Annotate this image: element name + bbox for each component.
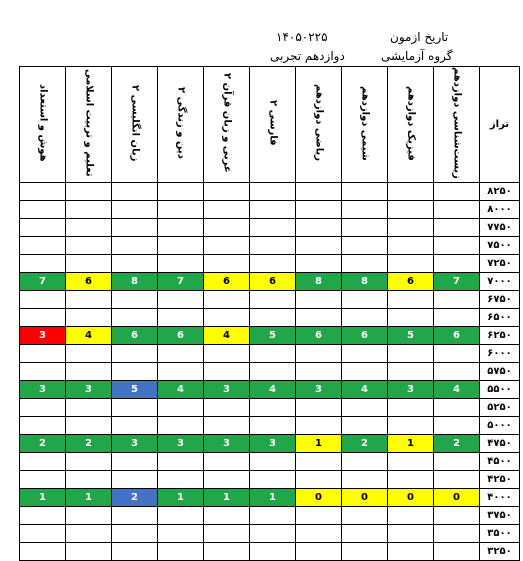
score-cell: 1 — [296, 434, 342, 452]
level-cell: ۵۵۰۰ — [480, 380, 520, 398]
empty-cell — [20, 236, 66, 254]
empty-cell — [204, 470, 250, 488]
empty-cell — [250, 200, 296, 218]
subject-label: هوش و استعداد — [37, 84, 49, 162]
score-cell: 4 — [342, 380, 388, 398]
subject-header — [204, 67, 250, 183]
level-cell: ۶۰۰۰ — [480, 344, 520, 362]
empty-cell — [296, 218, 342, 236]
score-cell: 3 — [66, 380, 112, 398]
score-cell: 8 — [296, 272, 342, 290]
empty-cell — [204, 398, 250, 416]
empty-cell — [204, 362, 250, 380]
score-cell: 6 — [434, 326, 480, 344]
subject-header — [434, 67, 480, 183]
empty-cell — [250, 236, 296, 254]
table-row — [20, 326, 520, 344]
empty-cell — [434, 218, 480, 236]
level-cell: ۳۲۵۰ — [480, 542, 520, 560]
level-cell: ۵۷۵۰ — [480, 362, 520, 380]
score-cell: 1 — [20, 488, 66, 506]
empty-cell — [66, 236, 112, 254]
table-row — [20, 398, 520, 416]
empty-cell — [204, 452, 250, 470]
score-cell: 8 — [112, 272, 158, 290]
score-cell: 4 — [204, 326, 250, 344]
empty-cell — [342, 506, 388, 524]
score-cell: 3 — [158, 434, 204, 452]
empty-cell — [112, 254, 158, 272]
level-cell: ۷۰۰۰ — [480, 272, 520, 290]
level-cell: ۸۰۰۰ — [480, 200, 520, 218]
empty-cell — [250, 470, 296, 488]
score-cell: 6 — [296, 326, 342, 344]
score-cell: 6 — [204, 272, 250, 290]
empty-cell — [20, 218, 66, 236]
empty-cell — [66, 416, 112, 434]
score-cell: 0 — [342, 488, 388, 506]
score-cell: 2 — [66, 434, 112, 452]
empty-cell — [20, 452, 66, 470]
table-row — [20, 200, 520, 218]
empty-cell — [158, 236, 204, 254]
score-cell: 1 — [66, 488, 112, 506]
score-level-table — [19, 66, 520, 561]
empty-cell — [250, 182, 296, 200]
level-cell: ۶۵۰۰ — [480, 308, 520, 326]
empty-cell — [204, 506, 250, 524]
empty-cell — [388, 182, 434, 200]
score-cell: 0 — [434, 488, 480, 506]
table-row — [20, 182, 520, 200]
score-cell: 5 — [250, 326, 296, 344]
empty-cell — [66, 254, 112, 272]
empty-cell — [158, 218, 204, 236]
level-cell: ۴۰۰۰ — [480, 488, 520, 506]
empty-cell — [434, 452, 480, 470]
score-cell: 6 — [158, 326, 204, 344]
subject-label: ریاضی دوازدهم — [313, 84, 325, 162]
empty-cell — [388, 524, 434, 542]
empty-cell — [20, 362, 66, 380]
empty-cell — [158, 344, 204, 362]
empty-cell — [66, 200, 112, 218]
empty-cell — [250, 308, 296, 326]
score-cell: 7 — [434, 272, 480, 290]
empty-cell — [158, 416, 204, 434]
subject-label: عربی و زبان قرآن ۲ — [221, 73, 233, 173]
subject-header — [20, 67, 66, 183]
empty-cell — [388, 290, 434, 308]
empty-cell — [296, 236, 342, 254]
empty-cell — [250, 218, 296, 236]
empty-cell — [388, 200, 434, 218]
table-row — [20, 470, 520, 488]
empty-cell — [434, 290, 480, 308]
test-group-value: دوازدهم تجربی — [270, 49, 345, 63]
table-row — [20, 272, 520, 290]
level-cell: ۵۲۵۰ — [480, 398, 520, 416]
level-rows — [20, 182, 520, 560]
empty-cell — [342, 398, 388, 416]
table-row — [20, 362, 520, 380]
empty-cell — [158, 182, 204, 200]
empty-cell — [250, 452, 296, 470]
empty-cell — [158, 398, 204, 416]
subject-header — [388, 67, 434, 183]
empty-cell — [112, 416, 158, 434]
level-header-label: تراز — [489, 118, 510, 130]
exam-date-label: تاریخ ازمون — [390, 30, 449, 44]
empty-cell — [250, 398, 296, 416]
empty-cell — [66, 308, 112, 326]
subject-label: فارسی ۲ — [267, 100, 279, 146]
score-cell: 1 — [204, 488, 250, 506]
score-cell: 2 — [20, 434, 66, 452]
empty-cell — [388, 470, 434, 488]
empty-cell — [434, 236, 480, 254]
empty-cell — [20, 308, 66, 326]
score-cell: 1 — [250, 488, 296, 506]
empty-cell — [112, 398, 158, 416]
empty-cell — [66, 524, 112, 542]
score-cell: 6 — [342, 326, 388, 344]
empty-cell — [204, 416, 250, 434]
empty-cell — [434, 470, 480, 488]
empty-cell — [342, 200, 388, 218]
empty-cell — [112, 362, 158, 380]
subject-header — [66, 67, 112, 183]
subject-header — [112, 67, 158, 183]
empty-cell — [434, 182, 480, 200]
level-cell: ۴۲۵۰ — [480, 470, 520, 488]
empty-cell — [204, 290, 250, 308]
empty-cell — [112, 182, 158, 200]
level-cell: ۶۲۵۰ — [480, 326, 520, 344]
empty-cell — [112, 218, 158, 236]
empty-cell — [20, 506, 66, 524]
table-row — [20, 434, 520, 452]
level-cell: ۷۵۰۰ — [480, 236, 520, 254]
empty-cell — [112, 452, 158, 470]
score-cell: 5 — [388, 326, 434, 344]
level-cell: ۴۵۰۰ — [480, 452, 520, 470]
empty-cell — [158, 524, 204, 542]
subject-label: دین و زندگی ۲ — [175, 86, 187, 159]
empty-cell — [434, 200, 480, 218]
score-cell: 2 — [434, 434, 480, 452]
table-row — [20, 416, 520, 434]
score-cell: 7 — [158, 272, 204, 290]
empty-cell — [434, 524, 480, 542]
empty-cell — [112, 470, 158, 488]
empty-cell — [342, 236, 388, 254]
table-row — [20, 218, 520, 236]
score-cell: 1 — [158, 488, 204, 506]
empty-cell — [296, 398, 342, 416]
score-cell: 6 — [112, 326, 158, 344]
empty-cell — [20, 416, 66, 434]
level-header — [480, 67, 520, 183]
score-cell: 5 — [112, 380, 158, 398]
score-cell: 3 — [388, 380, 434, 398]
empty-cell — [388, 254, 434, 272]
level-cell: ۳۵۰۰ — [480, 524, 520, 542]
empty-cell — [250, 254, 296, 272]
score-cell: 8 — [342, 272, 388, 290]
level-cell: ۷۲۵۰ — [480, 254, 520, 272]
score-cell: 2 — [342, 434, 388, 452]
empty-cell — [66, 506, 112, 524]
empty-cell — [158, 506, 204, 524]
empty-cell — [204, 200, 250, 218]
empty-cell — [112, 308, 158, 326]
empty-cell — [112, 524, 158, 542]
empty-cell — [342, 524, 388, 542]
empty-cell — [250, 416, 296, 434]
empty-cell — [434, 308, 480, 326]
level-cell: ۴۷۵۰ — [480, 434, 520, 452]
empty-cell — [342, 290, 388, 308]
subject-label: زبان انگلیسی ۲ — [129, 84, 141, 162]
empty-cell — [66, 344, 112, 362]
empty-cell — [296, 452, 342, 470]
empty-cell — [342, 218, 388, 236]
empty-cell — [388, 218, 434, 236]
empty-cell — [20, 344, 66, 362]
score-cell: 3 — [20, 326, 66, 344]
subject-header — [342, 67, 388, 183]
empty-cell — [66, 290, 112, 308]
empty-cell — [20, 398, 66, 416]
exam-date-value: ۱۴۰۵۰۲۲۵ — [276, 30, 328, 44]
table-row — [20, 254, 520, 272]
level-cell: ۵۰۰۰ — [480, 416, 520, 434]
empty-cell — [296, 308, 342, 326]
empty-cell — [296, 290, 342, 308]
score-cell: 6 — [250, 272, 296, 290]
empty-cell — [388, 506, 434, 524]
empty-cell — [388, 236, 434, 254]
empty-cell — [296, 524, 342, 542]
score-cell: 1 — [388, 434, 434, 452]
table-row — [20, 308, 520, 326]
empty-cell — [158, 200, 204, 218]
empty-cell — [250, 344, 296, 362]
empty-cell — [204, 524, 250, 542]
empty-cell — [112, 344, 158, 362]
score-cell: 6 — [66, 272, 112, 290]
table-row — [20, 380, 520, 398]
empty-cell — [434, 344, 480, 362]
empty-cell — [20, 470, 66, 488]
empty-cell — [296, 362, 342, 380]
empty-cell — [66, 452, 112, 470]
empty-cell — [204, 218, 250, 236]
score-cell: 4 — [158, 380, 204, 398]
empty-cell — [20, 182, 66, 200]
empty-cell — [434, 416, 480, 434]
empty-cell — [388, 398, 434, 416]
empty-cell — [158, 290, 204, 308]
empty-cell — [434, 398, 480, 416]
empty-cell — [250, 506, 296, 524]
level-cell: ۸۲۵۰ — [480, 182, 520, 200]
subject-label: فیزیک دوازدهم — [405, 85, 417, 161]
empty-cell — [296, 506, 342, 524]
empty-cell — [388, 308, 434, 326]
empty-cell — [388, 344, 434, 362]
empty-cell — [434, 254, 480, 272]
score-cell: 3 — [250, 434, 296, 452]
test-group-label: گروه آزمایشی — [381, 49, 453, 63]
empty-cell — [250, 290, 296, 308]
score-cell: 3 — [204, 434, 250, 452]
score-cell: 3 — [112, 434, 158, 452]
empty-cell — [158, 470, 204, 488]
empty-cell — [66, 182, 112, 200]
subject-header-row — [20, 67, 520, 183]
empty-cell — [250, 362, 296, 380]
empty-cell — [158, 362, 204, 380]
subject-header — [250, 67, 296, 183]
table-row — [20, 236, 520, 254]
empty-cell — [112, 200, 158, 218]
table-row — [20, 488, 520, 506]
empty-cell — [342, 182, 388, 200]
empty-cell — [296, 254, 342, 272]
subject-label: تعلیم و تربیت اسلامی — [83, 69, 95, 177]
score-cell: 3 — [296, 380, 342, 398]
empty-cell — [158, 452, 204, 470]
empty-cell — [296, 470, 342, 488]
score-cell: 0 — [388, 488, 434, 506]
empty-cell — [296, 200, 342, 218]
empty-cell — [388, 452, 434, 470]
level-cell: ۷۷۵۰ — [480, 218, 520, 236]
empty-cell — [66, 362, 112, 380]
score-cell: 6 — [388, 272, 434, 290]
table-row — [20, 344, 520, 362]
table-row — [20, 506, 520, 524]
subject-label: شیمی دوازدهم — [359, 85, 371, 161]
empty-cell — [158, 308, 204, 326]
empty-cell — [204, 254, 250, 272]
empty-cell — [112, 290, 158, 308]
empty-cell — [112, 506, 158, 524]
empty-cell — [66, 218, 112, 236]
empty-cell — [158, 254, 204, 272]
empty-cell — [20, 200, 66, 218]
empty-cell — [112, 236, 158, 254]
empty-cell — [342, 254, 388, 272]
score-cell: 4 — [250, 380, 296, 398]
empty-cell — [388, 416, 434, 434]
empty-cell — [342, 452, 388, 470]
empty-cell — [342, 344, 388, 362]
empty-cell — [342, 416, 388, 434]
empty-cell — [20, 254, 66, 272]
table-row — [20, 452, 520, 470]
empty-cell — [296, 182, 342, 200]
empty-cell — [20, 290, 66, 308]
empty-cell — [296, 416, 342, 434]
empty-cell — [204, 182, 250, 200]
score-cell: 7 — [20, 272, 66, 290]
empty-cell — [204, 344, 250, 362]
score-cell: 0 — [296, 488, 342, 506]
empty-cell — [66, 398, 112, 416]
subject-header — [158, 67, 204, 183]
score-cell: 4 — [66, 326, 112, 344]
empty-cell — [66, 470, 112, 488]
empty-cell — [342, 362, 388, 380]
empty-cell — [342, 308, 388, 326]
empty-cell — [342, 470, 388, 488]
empty-cell — [434, 362, 480, 380]
score-cell: 3 — [204, 380, 250, 398]
score-cell: 4 — [434, 380, 480, 398]
score-cell: 3 — [20, 380, 66, 398]
subject-label: زیست‌شناسی دوازدهم — [451, 67, 463, 179]
level-cell: ۶۷۵۰ — [480, 290, 520, 308]
table-row — [20, 290, 520, 308]
score-cell: 2 — [112, 488, 158, 506]
empty-cell — [296, 344, 342, 362]
empty-cell — [20, 524, 66, 542]
empty-cell — [434, 506, 480, 524]
empty-cell — [204, 236, 250, 254]
table-row — [20, 524, 520, 542]
level-cell: ۳۷۵۰ — [480, 506, 520, 524]
empty-cell — [388, 362, 434, 380]
subject-header — [296, 67, 342, 183]
empty-cell — [204, 308, 250, 326]
empty-cell — [250, 524, 296, 542]
